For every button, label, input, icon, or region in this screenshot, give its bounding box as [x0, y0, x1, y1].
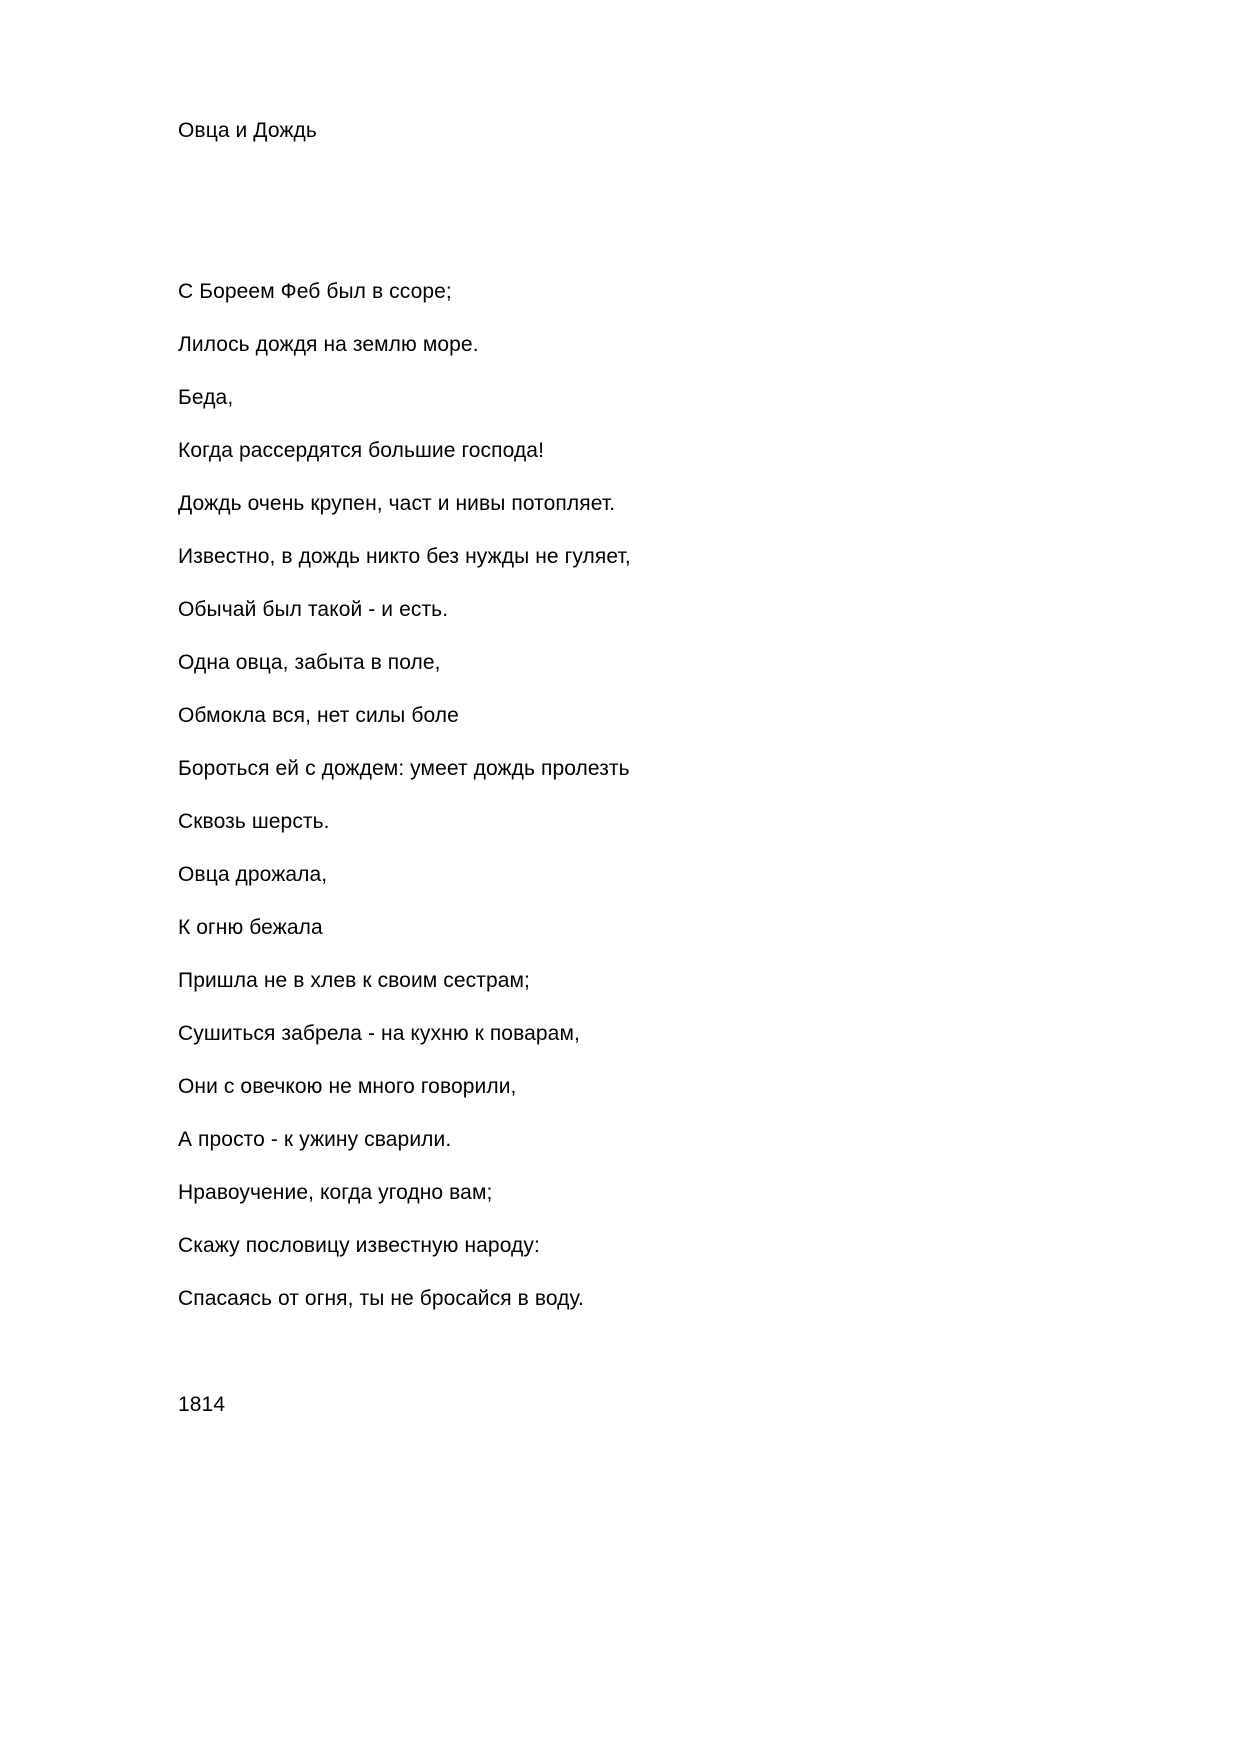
poem-line: Известно, в дождь никто без нужды не гуляет,	[178, 545, 631, 568]
poem-line: Скажу пословицу известную народу:	[178, 1234, 540, 1257]
poem-line: Сушиться забрела - на кухню к поварам,	[178, 1022, 580, 1045]
poem-line: Овца дрожала,	[178, 863, 328, 886]
poem-line: С Бореем Феб был в ссоре;	[178, 280, 452, 303]
poem-line: Они с овечкою не много говорили,	[178, 1075, 517, 1098]
poem-line: Когда рассердятся большие господа!	[178, 439, 545, 462]
poem-line: Лилось дождя на землю море.	[178, 333, 479, 356]
poem-title: Овца и Дождь	[178, 119, 317, 142]
poem-line: Обычай был такой - и есть.	[178, 598, 449, 621]
poem-line: К огню бежала	[178, 916, 323, 939]
poem-line: Спасаясь от огня, ты не бросайся в воду.	[178, 1287, 584, 1310]
poem-line: Дождь очень крупен, част и нивы потопляет.	[178, 492, 616, 515]
poem-line: Одна овца, забыта в поле,	[178, 651, 441, 674]
poem-line: Нравоучение, когда угодно вам;	[178, 1181, 493, 1204]
poem-line: Бороться ей с дождем: умеет дождь пролезть	[178, 757, 630, 780]
poem-line: Сквозь шерсть.	[178, 810, 330, 833]
poem-year: 1814	[178, 1393, 226, 1416]
poem-line: Пришла не в хлев к своим сестрам;	[178, 969, 530, 992]
poem-line: Беда,	[178, 386, 234, 409]
poem-line: Обмокла вся, нет силы боле	[178, 704, 459, 727]
poem-line: А просто - к ужину сварили.	[178, 1128, 452, 1151]
